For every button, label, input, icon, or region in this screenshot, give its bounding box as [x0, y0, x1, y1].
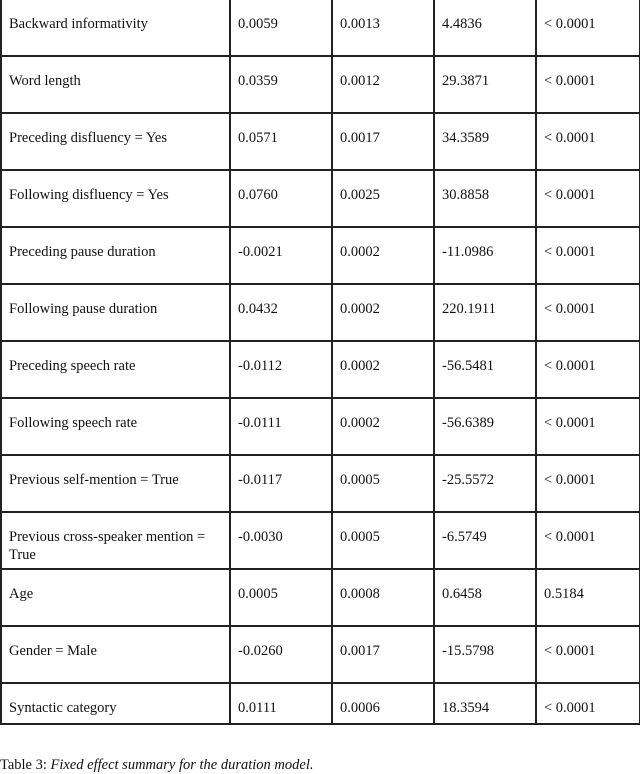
- table-row: [1, 56, 640, 113]
- predictor-cell: Syntactic category: [1, 683, 230, 724]
- p-value-cell: < 0.0001: [536, 284, 640, 341]
- table-row: [1, 569, 640, 626]
- caption-label: Table 3:: [0, 757, 47, 773]
- p-value-cell: < 0.0001: [536, 227, 640, 284]
- t-value-cell: 220.1911: [434, 284, 536, 341]
- t-value-cell: 18.3594: [434, 683, 536, 724]
- table-row: [1, 398, 640, 455]
- t-value-cell: -15.5798: [434, 626, 536, 683]
- table-row: [1, 683, 640, 724]
- predictor-cell: Preceding pause duration: [1, 227, 230, 284]
- t-value-cell: -11.0986: [434, 227, 536, 284]
- p-value-cell: < 0.0001: [536, 626, 640, 683]
- table-row: [1, 455, 640, 512]
- std-error-cell: 0.0005: [332, 512, 434, 569]
- predictor-cell: Previous cross-speaker mention = True: [1, 512, 230, 569]
- std-error-cell: 0.0012: [332, 56, 434, 113]
- table-row: [1, 170, 640, 227]
- p-value-cell: < 0.0001: [536, 56, 640, 113]
- table-caption: [0, 757, 314, 774]
- std-error-cell: 0.0008: [332, 569, 434, 626]
- predictor-cell: Backward informativity: [1, 0, 230, 56]
- std-error-cell: 0.0002: [332, 398, 434, 455]
- estimate-cell: 0.0359: [230, 56, 332, 113]
- estimate-cell: -0.0030: [230, 512, 332, 569]
- std-error-cell: 0.0006: [332, 683, 434, 724]
- std-error-cell: 0.0002: [332, 227, 434, 284]
- p-value-cell: < 0.0001: [536, 455, 640, 512]
- t-value-cell: 30.8858: [434, 170, 536, 227]
- p-value-cell: < 0.0001: [536, 170, 640, 227]
- predictor-cell: Preceding disfluency = Yes: [1, 113, 230, 170]
- std-error-cell: 0.0005: [332, 455, 434, 512]
- table-row: [1, 0, 640, 56]
- estimate-cell: 0.0111: [230, 683, 332, 724]
- predictor-cell: Age: [1, 569, 230, 626]
- table-row: [1, 512, 640, 569]
- estimate-cell: 0.0059: [230, 0, 332, 56]
- estimate-cell: 0.0760: [230, 170, 332, 227]
- predictor-cell: Preceding speech rate: [1, 341, 230, 398]
- estimate-cell: -0.0021: [230, 227, 332, 284]
- predictor-cell: Word length: [1, 56, 230, 113]
- table-row: [1, 113, 640, 170]
- p-value-cell: < 0.0001: [536, 512, 640, 569]
- std-error-cell: 0.0002: [332, 284, 434, 341]
- p-value-cell: < 0.0001: [536, 398, 640, 455]
- table-row: [1, 284, 640, 341]
- p-value-cell: < 0.0001: [536, 0, 640, 56]
- table-row: [1, 626, 640, 683]
- p-value-cell: < 0.0001: [536, 683, 640, 724]
- std-error-cell: 0.0017: [332, 113, 434, 170]
- predictor-cell: Following speech rate: [1, 398, 230, 455]
- std-error-cell: 0.0025: [332, 170, 434, 227]
- estimate-cell: -0.0117: [230, 455, 332, 512]
- estimate-cell: 0.0432: [230, 284, 332, 341]
- table-row: [1, 341, 640, 398]
- std-error-cell: 0.0002: [332, 341, 434, 398]
- p-value-cell: 0.5184: [536, 569, 640, 626]
- predictor-cell: Following disfluency = Yes: [1, 170, 230, 227]
- estimate-cell: 0.0005: [230, 569, 332, 626]
- t-value-cell: -6.5749: [434, 512, 536, 569]
- t-value-cell: 4.4836: [434, 0, 536, 56]
- t-value-cell: -25.5572: [434, 455, 536, 512]
- estimate-cell: 0.0571: [230, 113, 332, 170]
- estimate-cell: -0.0260: [230, 626, 332, 683]
- t-value-cell: 0.6458: [434, 569, 536, 626]
- p-value-cell: < 0.0001: [536, 341, 640, 398]
- predictor-cell: Gender = Male: [1, 626, 230, 683]
- predictor-cell: Previous self-mention = True: [1, 455, 230, 512]
- t-value-cell: 29.3871: [434, 56, 536, 113]
- std-error-cell: 0.0013: [332, 0, 434, 56]
- predictor-cell: Following pause duration: [1, 284, 230, 341]
- t-value-cell: -56.5481: [434, 341, 536, 398]
- table-row: [1, 227, 640, 284]
- p-value-cell: < 0.0001: [536, 113, 640, 170]
- std-error-cell: 0.0017: [332, 626, 434, 683]
- caption-text: Fixed effect summary for the duration model.: [50, 757, 314, 773]
- estimate-cell: -0.0112: [230, 341, 332, 398]
- t-value-cell: 34.3589: [434, 113, 536, 170]
- t-value-cell: -56.6389: [434, 398, 536, 455]
- estimate-cell: -0.0111: [230, 398, 332, 455]
